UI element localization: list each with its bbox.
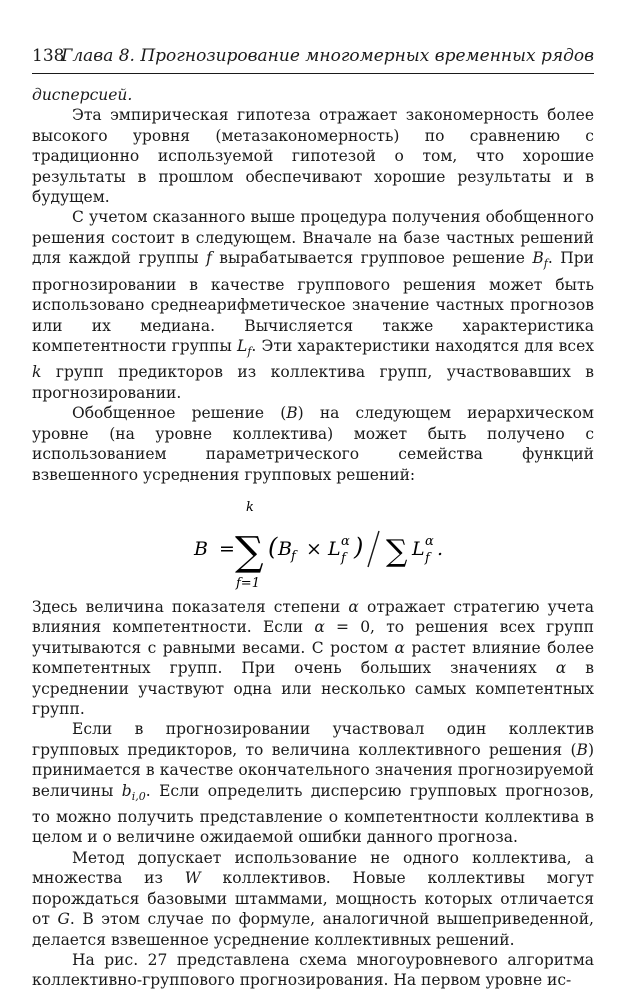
formula-svg — [32, 485, 594, 597]
formula-lf: L — [328, 537, 341, 560]
close-paren: ) — [354, 532, 364, 561]
formula-times: × — [306, 537, 322, 560]
paragraph-3: Обобщенное решение (B) на следующем иерархическом уровне (на уровне коллектива) может быть получено с использованием параметрического семейства функций взвешенного усреднения групповых решений: — [32, 404, 594, 484]
formula-end: . — [437, 537, 444, 560]
paragraph-5: Если в прогнозировании участвовал один коллектив групповых предикторов, то величина коллективного решения (B) принимается в качестве окончательного значения прогнозируемой величины $b_{i,0}$. Если определить дисперсию групповых прогнозов, то можно получить представление о компетентности коллектива в целом и о величине ожидаемой ошибки данного прогноза. — [32, 720, 595, 847]
header-rule — [32, 73, 594, 74]
weighted-average-formula — [32, 485, 594, 597]
formula-lf-2: L — [412, 537, 425, 560]
formula-lf-sub: f — [341, 550, 346, 566]
division-slash — [368, 531, 379, 567]
paragraph-0: дисперсией. — [32, 86, 133, 104]
formula-lf-sup: α — [341, 533, 350, 549]
open-paren: ( — [268, 532, 278, 561]
paragraph-1: Эта эмпирическая гипотеза отражает закономерность более высокого уровня (метазакономерность) по сравнению с традиционно используемой гипотезой о том, что хорошие результаты в прошлом обеспечивают хорошие результаты и в будущем. — [32, 106, 594, 207]
formula-equals: = — [219, 537, 235, 560]
sum-sign: ∑ — [235, 528, 264, 575]
page-body — [32, 85, 594, 991]
formula-lhs: B — [194, 537, 208, 560]
formula-lf2-sub: f — [425, 550, 430, 566]
formula-bf: B — [278, 537, 292, 560]
chapter-title: Глава 8. Прогнозирование многомерных временных рядов — [61, 46, 594, 66]
sum-sign-2: ∑ — [386, 533, 408, 569]
paragraph-2: С учетом сказанного выше процедура получения обобщенного решения состоит в следующем. Вначале на базе частных решений для каждой группы f вырабатывается групповое решение $B_f$. При прогнозировании в качестве группового решения может быть использовано среднеарифметическое значение частных прогнозов или их медиана. Вычисляется также характеристика компетентности группы $L_f$. Эти характеристики находятся для всех k групп предикторов из коллектива групп, участвовавших в прогнозировании. — [32, 208, 594, 402]
sum-upper-limit: k — [246, 499, 254, 515]
page-number: 138 — [32, 46, 65, 66]
formula-bf-sub: f — [291, 548, 296, 564]
formula-lf2-sup: α — [425, 533, 434, 549]
paragraph-6: Метод допускает использование не одного коллектива, а множества из W коллективов. Новые коллективы могут порождаться базовыми штаммами, мощность которых отличается от G. В этом случае по формуле, аналогичной вышеприведенной, делается взвешенное усреднение коллективных решений. — [32, 848, 595, 949]
sum-lower-limit: f=1 — [236, 575, 260, 591]
paragraph-4: Здесь величина показателя степени α отражает стратегию учета влияния компетентности. Если α = 0, то решения всех групп учитываются с равными весами. С ростом α растет влияние более компетентных групп. При очень больших значениях α в усреднении участвуют одна или несколько самых компетентных групп. — [32, 597, 594, 718]
paragraph-7: На рис. 27 представлена схема многоуровневого алгоритма коллективно-группового прогнозирования. На первом уровне ис- — [32, 950, 594, 990]
